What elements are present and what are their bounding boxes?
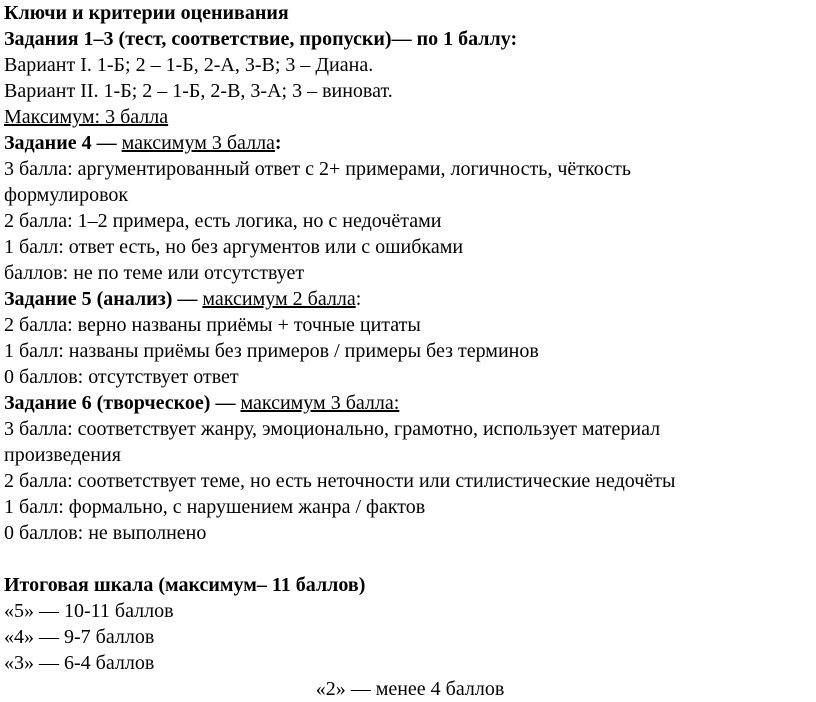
task-4-criterion: 3 балла: аргументированный ответ с 2+ примерами, логичность, чёткость bbox=[4, 158, 631, 180]
task-5-heading bbox=[4, 286, 816, 312]
task-4-heading bbox=[4, 130, 816, 156]
task-6-title: Задание 6 (творческое) — bbox=[4, 392, 236, 414]
task-4-title: Задание 4 — bbox=[4, 132, 117, 154]
task-6-criterion: 3 балла: соответствует жанру, эмоционально, грамотно, использует материал bbox=[4, 418, 661, 440]
spacer bbox=[4, 546, 816, 572]
tasks-1-3-max: Максимум: 3 балла bbox=[4, 106, 169, 128]
final-scale-heading: Итоговая шкала (максимум– 11 баллов) bbox=[4, 574, 366, 596]
task-6-criterion: 2 балла: соответствует теме, но есть неточности или стилистические недочёты bbox=[4, 470, 676, 492]
task-4-criterion: баллов: не по теме или отсутствует bbox=[4, 262, 305, 284]
task-6-criterion: произведения bbox=[4, 444, 121, 466]
task-6-criterion: 0 баллов: не выполнено bbox=[4, 522, 207, 544]
grade-line: «4» — 9-7 баллов bbox=[4, 626, 155, 648]
task-6-heading bbox=[4, 390, 816, 416]
task-5-criterion: 1 балл: названы приёмы без примеров / примеры без терминов bbox=[4, 340, 539, 362]
task-6-criterion: 1 балл: формально, с нарушением жанра / фактов bbox=[4, 496, 426, 518]
grade-line-last: «2» — менее 4 баллов bbox=[315, 678, 505, 700]
grade-line: «3» — 6-4 баллов bbox=[4, 652, 155, 674]
task-4-colon: : bbox=[274, 132, 282, 154]
task-4-criterion: 1 балл: ответ есть, но без аргументов или с ошибками bbox=[4, 236, 464, 258]
document-title: Ключи и критерии оценивания bbox=[4, 2, 289, 24]
variant-2-answers: Вариант II. 1-Б; 2 – 1-Б, 2-В, 3-А; 3 – виноват. bbox=[4, 80, 393, 102]
task-5-max: максимум 2 балла bbox=[202, 288, 356, 310]
task-5-title: Задание 5 (анализ) — bbox=[4, 288, 198, 310]
task-5-criterion: 2 балла: верно названы приёмы + точные цитаты bbox=[4, 314, 421, 336]
task-6-max: максимум 3 балла: bbox=[240, 392, 400, 414]
task-4-criterion: 2 балла: 1–2 примера, есть логика, но с недочётами bbox=[4, 210, 442, 232]
task-4-max: максимум 3 балла bbox=[121, 132, 275, 154]
task-4-criterion: формулировок bbox=[4, 184, 129, 206]
variant-1-answers: Вариант I. 1-Б; 2 – 1-Б, 2-А, 3-В; 3 – Диана. bbox=[4, 54, 374, 76]
grade-line: «5» — 10-11 баллов bbox=[4, 600, 174, 622]
task-5-colon: : bbox=[355, 288, 362, 310]
tasks-1-3-heading: Задания 1–3 (тест, соответствие, пропуски)— по 1 баллу: bbox=[4, 28, 518, 50]
task-5-criterion: 0 баллов: отсутствует ответ bbox=[4, 366, 239, 388]
